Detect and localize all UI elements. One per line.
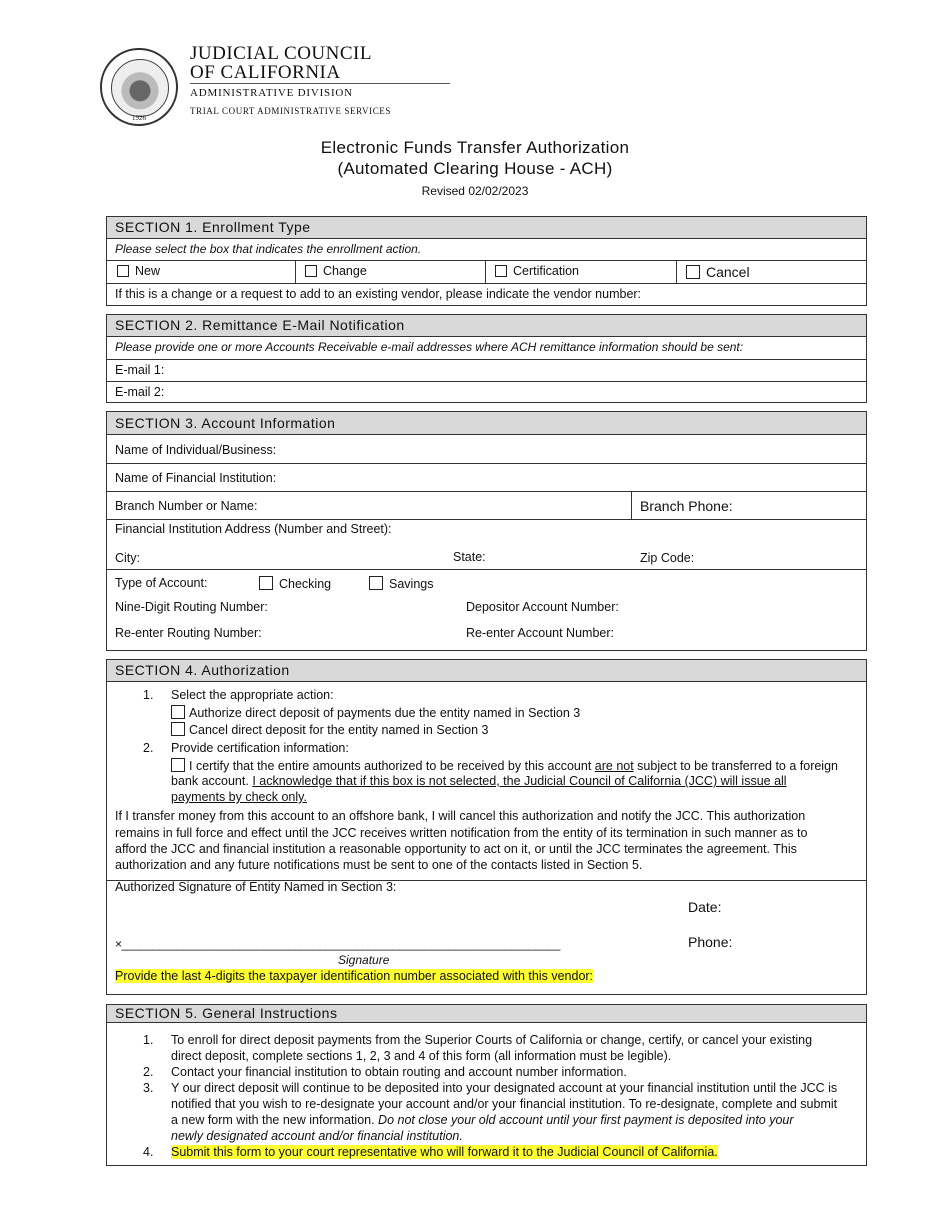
section4-authorization (106, 659, 867, 995)
authorize-checkbox[interactable] (171, 705, 185, 719)
terms-line1: If I transfer money from this account to an offshore bank, I will cancel this authorization and notify the JCC. This authorization (115, 809, 806, 823)
instruction3-line2: notified that you wish to re-designate your account and/or your financial institution. To re-designate, complete and submit (171, 1097, 838, 1111)
division-name: ADMINISTRATIVE DIVISION (190, 87, 353, 99)
instruction2-number: 2. (143, 1065, 154, 1079)
vendor-number-field[interactable]: If this is a change or a request to add to an existing vendor, please indicate the vendor number: (115, 287, 642, 301)
branch-number-field[interactable]: Branch Number or Name: (115, 499, 258, 513)
phone-field[interactable]: Phone: (688, 934, 733, 950)
step1-number: 1. (143, 688, 154, 702)
form-title: Electronic Funds Transfer Authorization (320, 138, 630, 157)
instruction3-number: 3. (143, 1081, 154, 1095)
savings-checkbox[interactable] (369, 576, 383, 590)
signature-caption: Signature (338, 953, 390, 967)
form-subtitle: (Automated Clearing House - ACH) (337, 159, 613, 178)
certification-line2: bank account. I acknowledge that if this box is not selected, the Judicial Council of California (JCC) will issue all (171, 774, 787, 788)
branch-row (107, 492, 866, 520)
instruction1-number: 1. (143, 1033, 154, 1047)
certification-option[interactable]: I certify that the entire amounts authorized to be received by this account are not subject to be transferred to a foreign (171, 758, 838, 773)
terms-line2: remains in full force and effect until the JCC receives written notification from the entity of its termination in such manner as to (115, 826, 808, 840)
option-change[interactable]: Change (305, 264, 367, 278)
email2-field[interactable]: E-mail 2: (115, 385, 165, 399)
routing-number-field[interactable]: Nine-Digit Routing Number: (115, 600, 268, 614)
services-name: TRIAL COURT ADMINISTRATIVE SERVICES (190, 106, 391, 116)
judicial-council-seal-logo (100, 48, 178, 126)
checking-option[interactable]: Checking (259, 576, 331, 591)
step1-text: Select the appropriate action: (171, 688, 334, 702)
certification-checkbox[interactable] (495, 265, 507, 277)
step2-number: 2. (143, 741, 154, 755)
section1-enrollment-type (106, 216, 867, 306)
new-checkbox[interactable] (117, 265, 129, 277)
header-divider (190, 83, 450, 84)
instruction3-line3: a new form with the new information. Do not close your old account until your first payment is deposited into your (171, 1113, 794, 1127)
checking-checkbox[interactable] (259, 576, 273, 590)
savings-option[interactable]: Savings (369, 576, 433, 591)
instruction1-line2: direct deposit, complete sections 1, 2, 3 and 4 of this form (all information must be legible). (171, 1049, 672, 1063)
section1-instruction: Please select the box that indicates the enrollment action. (115, 242, 422, 256)
section2-instruction-row (107, 337, 866, 360)
email1-row (107, 360, 866, 382)
option-new[interactable]: New (117, 264, 160, 278)
org-name-line2: OF CALIFORNIA (190, 62, 341, 83)
revision-date: Revised 02/02/2023 (421, 184, 529, 198)
terms-line3: afford the JCC and financial institution a reasonable opportunity to act on it, or until the JCC terminates the agreement. This (115, 842, 797, 856)
zip-code-field[interactable]: Zip Code: (640, 551, 695, 565)
individual-business-name-field[interactable]: Name of Individual/Business: (115, 443, 277, 457)
cancel-deposit-option[interactable]: Cancel direct deposit for the entity named in Section 3 (171, 722, 488, 737)
city-field[interactable]: City: (115, 551, 140, 565)
authorized-signature-label: Authorized Signature of Entity Named in Section 3: (115, 880, 397, 894)
option-cancel[interactable]: Cancel (686, 264, 750, 280)
institution-name-row (107, 464, 866, 492)
type-of-account-label: Type of Account: (115, 576, 208, 590)
authorize-deposit-option[interactable]: Authorize direct deposit of payments due the entity named in Section 3 (171, 705, 580, 720)
taxpayer-id-field[interactable]: Provide the last 4-digits the taxpayer identification number associated with this vendor: (115, 969, 594, 983)
section5-general-instructions (106, 1004, 867, 1166)
email1-field[interactable]: E-mail 1: (115, 363, 165, 377)
date-field[interactable]: Date: (688, 899, 722, 915)
reenter-account-number-field[interactable]: Re-enter Account Number: (466, 626, 614, 640)
section3-heading: SECTION 3. Account Information (107, 412, 866, 435)
branch-phone-field[interactable]: Branch Phone: (640, 498, 733, 514)
instruction2: Contact your financial institution to obtain routing and account number information. (171, 1065, 627, 1079)
step2-text: Provide certification information: (171, 741, 349, 755)
section5-heading: SECTION 5. General Instructions (107, 1005, 866, 1023)
section3-account-information (106, 411, 867, 651)
enrollment-options-row (107, 261, 866, 284)
certify-checkbox[interactable] (171, 758, 185, 772)
depositor-account-number-field[interactable]: Depositor Account Number: (466, 600, 619, 614)
section2-email-notification (106, 314, 867, 403)
change-checkbox[interactable] (305, 265, 317, 277)
seal-emblem-icon (111, 59, 169, 117)
certification-line3: payments by check only. (171, 790, 307, 804)
seal-year: 1926 (132, 114, 146, 122)
reenter-routing-number-field[interactable]: Re-enter Routing Number: (115, 626, 262, 640)
instruction3-line1: Y our direct deposit will continue to be deposited into your designated account at your financial institution until the JCC is (171, 1081, 838, 1095)
cancel-checkbox[interactable] (686, 265, 700, 279)
address-row (107, 520, 866, 570)
section2-instruction: Please provide one or more Accounts Receivable e-mail addresses where ACH remittance information should be sent: (115, 340, 744, 354)
individual-name-row (107, 435, 866, 464)
state-field[interactable]: State: (453, 550, 486, 564)
signature-line[interactable]: ×_______________________________________________________________________ (115, 937, 560, 951)
section2-heading: SECTION 2. Remittance E-Mail Notification (107, 315, 866, 337)
section4-heading: SECTION 4. Authorization (107, 660, 866, 682)
instruction4: Submit this form to your court representative who will forward it to the Judicial Council of California. (171, 1145, 718, 1159)
section1-heading: SECTION 1. Enrollment Type (107, 217, 866, 239)
section1-instruction-row (107, 239, 866, 261)
financial-institution-name-field[interactable]: Name of Financial Institution: (115, 471, 277, 485)
org-name-line1: JUDICIAL COUNCIL (190, 43, 372, 64)
option-certification[interactable]: Certification (495, 264, 579, 278)
cancel-deposit-checkbox[interactable] (171, 722, 185, 736)
instruction1-line1: To enroll for direct deposit payments from the Superior Courts of California or change, certify, or cancel your existing (171, 1033, 813, 1047)
instruction4-number: 4. (143, 1145, 154, 1159)
terms-line4: authorization and any future notifications must be sent to one of the contacts listed in Section 5. (115, 858, 643, 872)
instruction3-line4: newly designated account and/or financial institution. (171, 1129, 463, 1143)
institution-address-field[interactable]: Financial Institution Address (Number and Street): (115, 522, 392, 536)
